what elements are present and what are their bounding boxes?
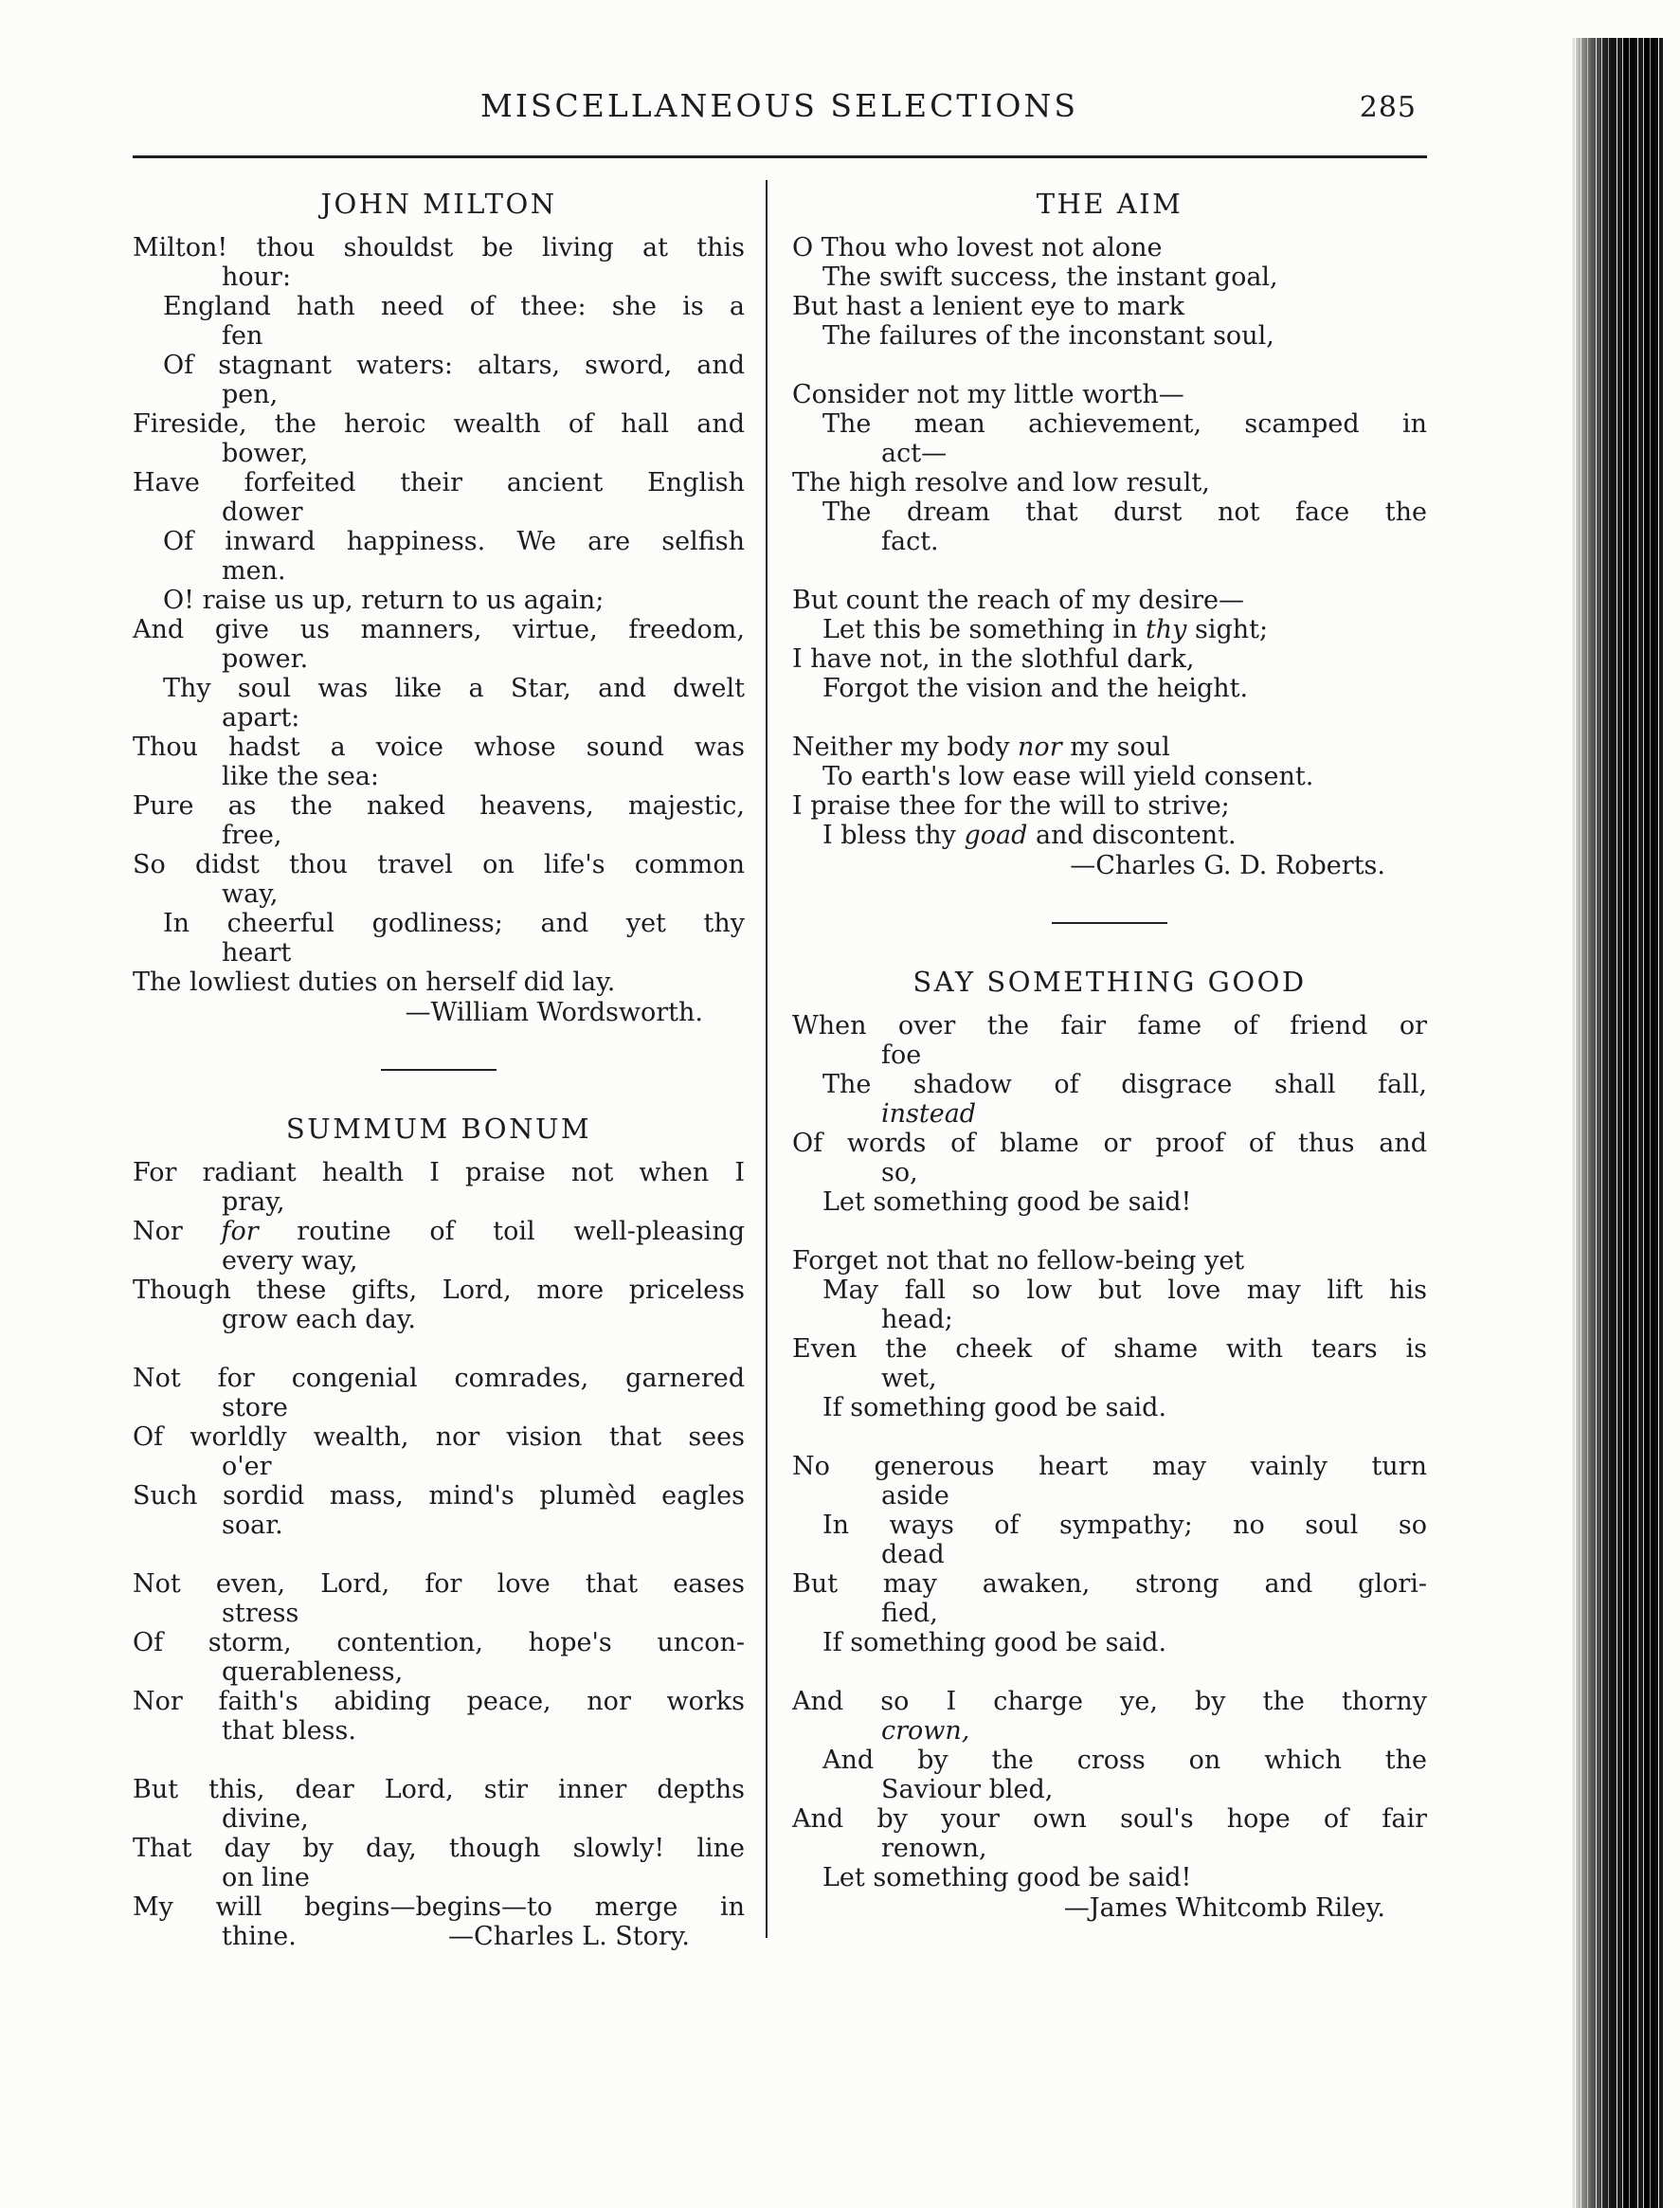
poem-line: I bless thy goad and discontent. bbox=[822, 821, 1237, 850]
poem-line: And by your own soul's hope of fair bbox=[792, 1804, 1427, 1834]
poem-line: When over the fair fame of friend or bbox=[792, 1011, 1427, 1041]
poem-line: bower, bbox=[222, 439, 309, 468]
poem-line: The lowliest duties on herself did lay. bbox=[133, 968, 616, 997]
poem-line: The failures of the inconstant soul, bbox=[822, 321, 1274, 351]
poem-attribution: —William Wordsworth. bbox=[405, 998, 703, 1027]
poem-line: dead bbox=[881, 1540, 945, 1569]
poem-title: SAY SOMETHING GOOD bbox=[912, 966, 1307, 998]
poem-line: Not even, Lord, for love that eases bbox=[133, 1569, 745, 1599]
binding-scan-band bbox=[1572, 38, 1663, 2208]
poem-line: men. bbox=[222, 556, 286, 586]
poem-separator-rule bbox=[1052, 922, 1167, 924]
poem-line: foe bbox=[881, 1041, 922, 1070]
header-rule bbox=[133, 155, 1427, 158]
poem-line: For radiant health I praise not when I bbox=[133, 1158, 745, 1187]
poem-line: The mean achievement, scamped in bbox=[822, 409, 1427, 439]
poem-line: My will begins—begins—to merge in bbox=[133, 1892, 745, 1922]
poem-line: wet, bbox=[881, 1364, 937, 1393]
poem-line: Let something good be said! bbox=[822, 1187, 1192, 1217]
poem-line: Consider not my little worth— bbox=[792, 380, 1184, 409]
poem-line: If something good be said. bbox=[822, 1393, 1167, 1422]
poem-line: crown, bbox=[881, 1716, 970, 1746]
poem-line: that bless. bbox=[222, 1716, 356, 1746]
poem-line: so, bbox=[881, 1158, 918, 1187]
poem-line: power. bbox=[222, 644, 309, 674]
poem-line: If something good be said. bbox=[822, 1628, 1167, 1657]
stanza-gap bbox=[792, 1422, 1427, 1452]
poem-line: free, bbox=[222, 821, 282, 850]
poem-line: on line bbox=[222, 1863, 310, 1892]
poem-line: hour: bbox=[222, 262, 292, 292]
poem-title: JOHN MILTON bbox=[320, 188, 557, 220]
poem-line: heart bbox=[222, 938, 292, 968]
poem bbox=[133, 188, 745, 1027]
poem-line: divine, bbox=[222, 1804, 309, 1834]
poem-line: Though these gifts, Lord, more priceless bbox=[133, 1276, 745, 1305]
poem-line: querableness, bbox=[222, 1657, 404, 1687]
poem-line: Not for congenial comrades, garnered bbox=[133, 1364, 745, 1393]
poem-line: Neither my body nor my soul bbox=[792, 733, 1170, 762]
poem-line: O Thou who lovest not alone bbox=[792, 233, 1163, 262]
poem-attribution: —Charles L. Story. bbox=[448, 1922, 690, 1951]
poem-line bbox=[133, 1922, 745, 1951]
poem bbox=[792, 188, 1427, 880]
two-column-text bbox=[133, 180, 1427, 1951]
poem-line: like the sea: bbox=[222, 762, 380, 791]
left-column bbox=[133, 180, 766, 1951]
poem-attribution: —James Whitcomb Riley. bbox=[1063, 1893, 1385, 1923]
poem-line: O! raise us up, return to us again; bbox=[163, 586, 605, 615]
poem-line: store bbox=[222, 1393, 288, 1422]
poem-line: The high resolve and low result, bbox=[792, 468, 1210, 498]
poem bbox=[133, 1113, 745, 1951]
poem-line: Such sordid mass, mind's plumèd eagles bbox=[133, 1481, 745, 1511]
poem-line: That day by day, though slowly! line bbox=[133, 1834, 745, 1863]
right-column bbox=[768, 180, 1427, 1923]
poem-line: Thou hadst a voice whose sound was bbox=[133, 733, 745, 762]
poem-line: The shadow of disgrace shall fall, bbox=[822, 1070, 1427, 1099]
poem-line: Pure as the naked heavens, majestic, bbox=[133, 791, 745, 821]
poem-line: Nor for routine of toil well-pleasing bbox=[133, 1217, 745, 1246]
stanza-gap bbox=[792, 1657, 1427, 1687]
poem-line: The dream that durst not face the bbox=[822, 498, 1427, 527]
poem-line: renown, bbox=[881, 1834, 987, 1863]
poem-line: fied, bbox=[881, 1599, 938, 1628]
poem-line: act— bbox=[881, 439, 948, 468]
poem-line: May fall so low but love may lift his bbox=[822, 1276, 1427, 1305]
poem-line: Of worldly wealth, nor vision that sees bbox=[133, 1422, 745, 1452]
poem-line: And give us manners, virtue, freedom, bbox=[133, 615, 745, 644]
page-number: 285 bbox=[1359, 91, 1417, 124]
poem-line: way, bbox=[222, 879, 279, 909]
poem-line: And by the cross on which the bbox=[822, 1746, 1427, 1775]
poem-line: pray, bbox=[222, 1187, 285, 1217]
poem-line: grow each day. bbox=[222, 1305, 416, 1334]
poem-title: SUMMUM BONUM bbox=[285, 1113, 592, 1145]
stanza-gap bbox=[792, 351, 1427, 380]
poem-line: pen, bbox=[222, 380, 279, 409]
poem-line: To earth's low ease will yield consent. bbox=[822, 762, 1314, 791]
poem-line: In cheerful godliness; and yet thy bbox=[163, 909, 745, 938]
poem-line: head; bbox=[881, 1305, 953, 1334]
poem-line: fact. bbox=[881, 527, 939, 556]
poem-line: o'er bbox=[222, 1452, 272, 1481]
poem-line: Of words of blame or proof of thus and bbox=[792, 1129, 1427, 1158]
poem-line: aside bbox=[881, 1481, 949, 1511]
poem-line: Nor faith's abiding peace, nor works bbox=[133, 1687, 745, 1716]
poem-line: fen bbox=[222, 321, 263, 351]
poem-line: Have forfeited their ancient English bbox=[133, 468, 745, 498]
poem-line: But may awaken, strong and glori- bbox=[792, 1569, 1427, 1599]
stanza-gap bbox=[792, 556, 1427, 586]
poem-line: I have not, in the slothful dark, bbox=[792, 644, 1195, 674]
poem-attribution: —Charles G. D. Roberts. bbox=[1070, 851, 1385, 880]
poem-line: dower bbox=[222, 498, 303, 527]
poem-line: No generous heart may vainly turn bbox=[792, 1452, 1427, 1481]
poem-line: Saviour bled, bbox=[881, 1775, 1054, 1804]
poem-line: instead bbox=[881, 1099, 977, 1129]
poem-line: I praise thee for the will to strive; bbox=[792, 791, 1230, 821]
poem-line: But count the reach of my desire— bbox=[792, 586, 1245, 615]
poem-line: But this, dear Lord, stir inner depths bbox=[133, 1775, 745, 1804]
poem-line: Of stagnant waters: altars, sword, and bbox=[163, 351, 745, 380]
stanza-gap bbox=[792, 703, 1427, 733]
poem-line-text: thine. bbox=[222, 1922, 297, 1951]
poem-line: The swift success, the instant goal, bbox=[822, 262, 1278, 292]
poem-separator-rule bbox=[381, 1069, 497, 1071]
stanza-gap bbox=[133, 1746, 745, 1775]
poem-line: Let this be something in thy sight; bbox=[822, 615, 1269, 644]
poem-line: Fireside, the heroic wealth of hall and bbox=[133, 409, 745, 439]
poem-line: But hast a lenient eye to mark bbox=[792, 292, 1185, 321]
poem-line: stress bbox=[222, 1599, 299, 1628]
poem-line: So didst thou travel on life's common bbox=[133, 850, 745, 879]
poem-line: Even the cheek of shame with tears is bbox=[792, 1334, 1427, 1364]
stanza-gap bbox=[133, 1334, 745, 1364]
poem-line: every way, bbox=[222, 1246, 358, 1276]
poem-line: Forget not that no fellow-being yet bbox=[792, 1246, 1245, 1276]
poem-line: Forgot the vision and the height. bbox=[822, 674, 1249, 703]
poem-line: soar. bbox=[222, 1511, 283, 1540]
page-header-title: MISCELLANEOUS SELECTIONS bbox=[480, 87, 1078, 124]
poem-line: apart: bbox=[222, 703, 300, 733]
poem-line: And so I charge ye, by the thorny bbox=[792, 1687, 1427, 1716]
poem-line: Let something good be said! bbox=[822, 1863, 1192, 1892]
poem-line: In ways of sympathy; no soul so bbox=[822, 1511, 1427, 1540]
poem-line: Of inward happiness. We are selfish bbox=[163, 527, 745, 556]
poem-line: Thy soul was like a Star, and dwelt bbox=[163, 674, 745, 703]
poem-title: THE AIM bbox=[1036, 188, 1183, 220]
stanza-gap bbox=[792, 1217, 1427, 1246]
stanza-gap bbox=[133, 1540, 745, 1569]
poem-line: Milton! thou shouldst be living at this bbox=[133, 233, 745, 262]
poem bbox=[792, 966, 1427, 1923]
poem-line: England hath need of thee: she is a bbox=[163, 292, 745, 321]
poem-line: Of storm, contention, hope's uncon- bbox=[133, 1628, 745, 1657]
